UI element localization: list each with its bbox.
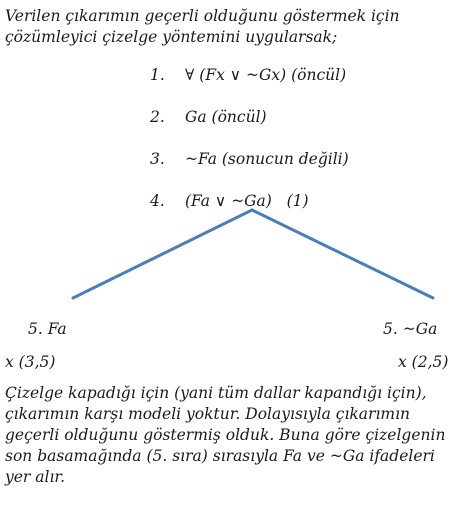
left-branch-closure: x (3,5) xyxy=(5,353,56,371)
step-1-number: 1. xyxy=(150,66,165,84)
intro-paragraph: Verilen çıkarımın geçerli olduğunu göstermek için çözümleyici çizelge yöntemini uygularsak; xyxy=(5,7,400,46)
right-branch-line xyxy=(252,210,433,298)
step-4-formula: (Fa ∨ ~Ga) (1) xyxy=(185,192,309,210)
left-branch-line xyxy=(73,210,252,298)
right-branch-label: 5. ~Ga xyxy=(383,320,438,338)
right-branch-closure: x (2,5) xyxy=(398,353,449,371)
step-3-formula: ~Fa (sonucun değili) xyxy=(185,150,349,168)
left-branch-label: 5. Fa xyxy=(28,320,67,338)
step-2-number: 2. xyxy=(150,108,165,126)
conclusion-paragraph: Çizelge kapadığı için (yani tüm dallar kapandığı için), çıkarımın karşı modeli yoktur. Dolayısıyla çıkarımın geçerli olduğunu göstermiş olduk. Buna göre çizelgenin son basamağında (5. sıra) sırasıyla Fa ve ~Ga ifadeleri yer alır. xyxy=(5,384,446,486)
step-2-formula: Ga (öncül) xyxy=(185,108,267,126)
step-3-number: 3. xyxy=(150,150,165,168)
step-1-formula: ∀ (Fx ∨ ~Gx) (öncül) xyxy=(185,66,347,84)
step-4-number: 4. xyxy=(150,192,165,210)
